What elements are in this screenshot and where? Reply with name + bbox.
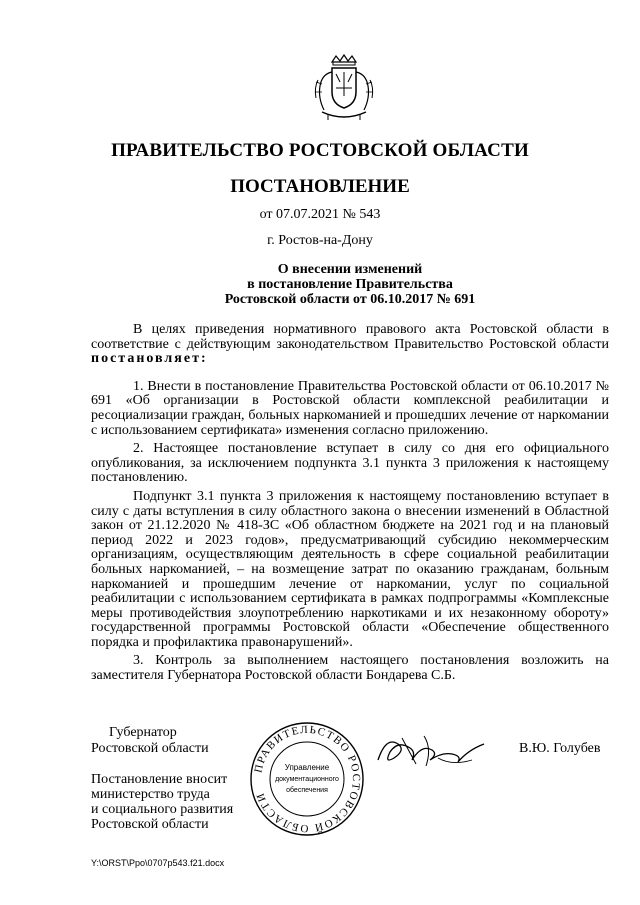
stamp-inner-line-2: документационного xyxy=(275,776,339,783)
subject-line-1: О внесении изменений xyxy=(277,262,423,277)
document-body xyxy=(91,323,609,688)
official-stamp xyxy=(248,720,366,838)
stamp-outer-text: ПРАВИТЕЛЬСТВО РОСТОВСКОЙ ОБЛАСТИ xyxy=(252,723,363,835)
stamp-inner-line-1: Управление xyxy=(284,763,330,772)
signatory-role-line-1: Губернатор xyxy=(109,725,177,740)
item-2-note-paragraph: Подпункт 3.1 пункта 3 приложения к настоящему постановлению вступает в силу с даты вступления в силу областного закона о внесении изменений в Областной закон от 21.12.2020 № 418-ЗС «Об областном бюджете на 2021 год и на плановый период 2022 и 2023 годов», предусматривающий субсидию некоммерческим организациям, осуществляющим деятельность в сфере социальной реабилитации больных наркоманией, – на возмещение затрат по оказанию гражданам, больным наркоманией и прошедшим лечение от наркомании, услуг по социальной реабилитации с использованием сертификата в рамках подпрограммы «Комплексные меры противодействия злоупотреблению наркотиками и их незаконному обороту» государственной программы Ростовской области «Обеспечение общественного порядка и профилактика правонарушений». xyxy=(91,488,609,650)
item-3-paragraph: 3. Контроль за выполнением настоящего постановления возложить на заместителя Губернатора Ростовской области Бондарева С.Б. xyxy=(91,653,609,684)
document-type: ПОСТАНОВЛЕНИЕ xyxy=(230,176,410,197)
signatory-role xyxy=(91,725,209,757)
preamble-paragraph xyxy=(91,323,609,367)
document-city: г. Ростов-на-Дону xyxy=(267,233,373,248)
introduced-by-line-1: Постановление вносит xyxy=(91,772,228,787)
file-path-footer: Y:\ORST\Ppo\0707p543.f21.docx xyxy=(91,858,225,868)
document-subject xyxy=(140,262,560,307)
item-1-paragraph: 1. Внести в постановление Правительства Ростовской области от 06.10.2017 № 691 «Об организации в Ростовской области комплексной реабилитации и ресоциализации граждан, больных наркоманией и прошедших лечение от наркомании с использованием сертификата» изменения согласно приложению. xyxy=(91,378,609,438)
stamp-inner-line-3: обеспечения xyxy=(286,787,328,794)
subject-line-2: в постановление Правительства xyxy=(247,277,453,292)
handwritten-signature xyxy=(372,730,492,774)
signatory-name: В.Ю. Голубев xyxy=(519,741,601,756)
document-date-number: от 07.07.2021 № 543 xyxy=(259,207,381,222)
introduced-by-line-4: Ростовской области xyxy=(91,817,209,832)
introduced-by-line-3: и социального развития xyxy=(91,802,234,817)
subject-line-3: Ростовской области от 06.10.2017 № 691 xyxy=(224,292,476,307)
preamble-verb: постановляет: xyxy=(91,351,208,367)
preamble-text: В целях приведения нормативного правового акта Ростовской области в соответствие с действующим законодательством Правительство Ростовской области xyxy=(91,322,609,352)
item-2-paragraph: 2. Настоящее постановление вступает в силу со дня его официального опубликования, за исключением подпункта 3.1 пункта 3 приложения к настоящему постановлению. xyxy=(91,441,609,486)
introduced-by-block xyxy=(91,772,233,832)
introduced-by-line-2: министерство труда xyxy=(91,787,210,802)
coat-of-arms-icon xyxy=(312,52,376,124)
organization-title: ПРАВИТЕЛЬСТВО РОСТОВСКОЙ ОБЛАСТИ xyxy=(111,140,529,161)
signatory-role-line-2: Ростовской области xyxy=(91,741,209,756)
